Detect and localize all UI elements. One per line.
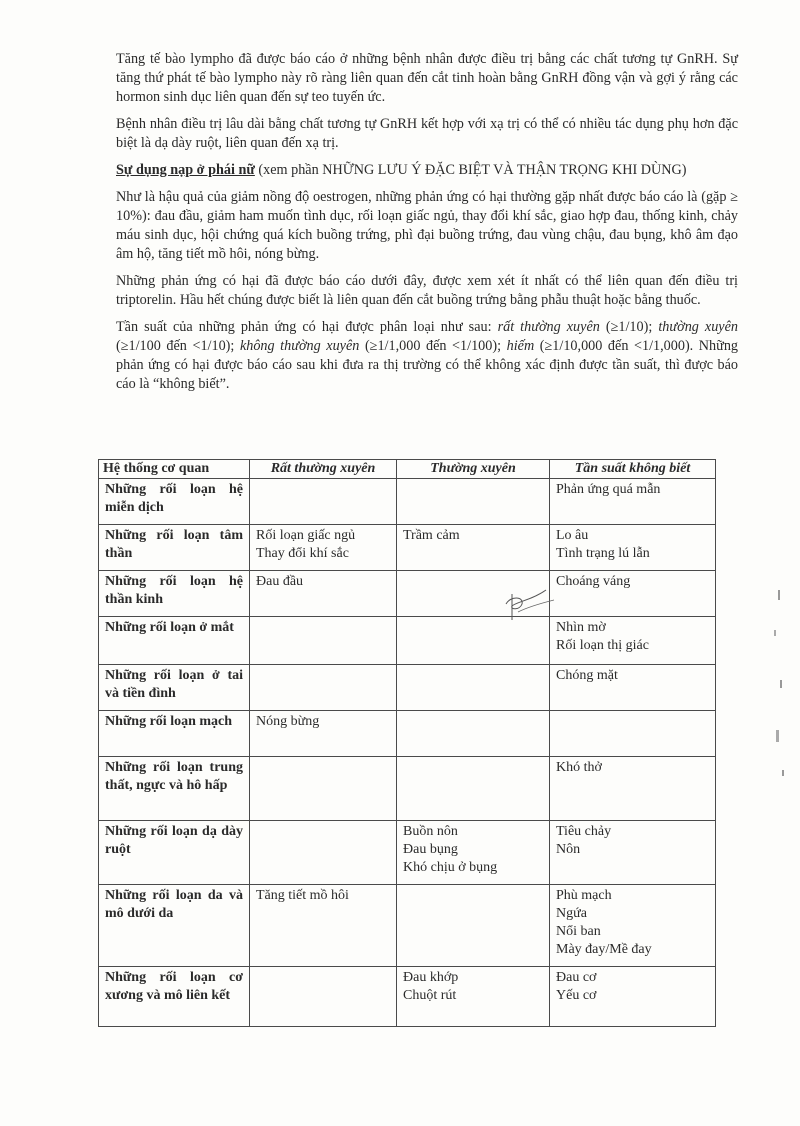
cell-entry: Đau bụng	[403, 842, 458, 857]
freq-term: không thường xuyên	[239, 338, 360, 354]
cell-unknown	[550, 967, 716, 1027]
cell-system: Những rối loạn ở mắt	[99, 617, 250, 665]
freq-term: rất thường xuyên	[497, 319, 600, 335]
table-row	[99, 711, 716, 757]
paragraph-lymphocytosis: Tăng tế bào lympho đã được báo cáo ở những bệnh nhân được điều trị bằng các chất tương tự GnRH. Sự tăng thứ phát tế bào lympho này rõ ràng liên quan đến cắt tinh hoàn bằng GnRH đồng vận và gợi ý rằng các hormon sinh dục liên quan đến sự teo tuyến ức.	[116, 51, 738, 105]
table-row	[99, 525, 716, 571]
cell-system: Những rối loạn da và mô dưới da	[99, 885, 250, 967]
cell-entry: Khó thở	[556, 760, 602, 775]
cell-entry: Tiêu chảy	[556, 824, 612, 839]
header-common: Thường xuyên	[397, 460, 550, 479]
cell-very-common	[250, 711, 397, 757]
initials-mark-icon	[502, 584, 562, 624]
table-header-row	[99, 460, 716, 479]
cell-system: Những rối loạn mạch	[99, 711, 250, 757]
cell-entry: Rối loạn giấc ngủ	[256, 528, 356, 543]
cell-common	[397, 885, 550, 967]
header-unknown: Tần suất không biết	[550, 460, 716, 479]
cell-entry: Nổi ban	[556, 924, 601, 939]
paragraph-common-reactions: Như là hậu quả của giảm nồng độ oestrogen, những phản ứng có hại thường gặp nhất được báo cáo là (gặp ≥ 10%): đau đầu, giảm ham muốn tình dục, rối loạn giấc ngủ, thay đổi khí sắc, giao hợp đau, thống kinh, chảy máu sinh dục, hội chứng quá kích buồng trứng, phì đại buồng trứng, đau vùng chậu, đau bụng, khô âm đạo âm hộ, tăng tiết mồ hôi, nóng bừng.	[116, 189, 738, 262]
cell-unknown	[550, 821, 716, 885]
cell-entry: Tình trạng lú lẫn	[556, 546, 650, 561]
cell-system: Những rối loạn dạ dày ruột	[99, 821, 250, 885]
cell-unknown	[550, 479, 716, 525]
table-row	[99, 617, 716, 665]
cell-common	[397, 821, 550, 885]
cell-entry: Chuột rút	[403, 988, 457, 1003]
cell-entry: Ngứa	[556, 906, 587, 921]
cell-entry: Chóng mặt	[556, 668, 618, 683]
cell-system: Những rối loạn hệ miễn dịch	[99, 479, 250, 525]
cell-very-common	[250, 525, 397, 571]
freq-text: (≥1/10);	[599, 319, 659, 335]
cell-system: Những rối loạn hệ thần kinh	[99, 571, 250, 617]
header-very-common: Rất thường xuyên	[250, 460, 397, 479]
cell-very-common	[250, 571, 397, 617]
table-row	[99, 757, 716, 821]
cell-very-common	[250, 757, 397, 821]
cell-entry: Choáng váng	[556, 574, 631, 589]
cell-entry: Đau đầu	[256, 574, 304, 589]
cell-entry: Lo âu	[556, 528, 589, 543]
cell-entry: Phản ứng quá mẫn	[556, 482, 661, 497]
cell-common	[397, 757, 550, 821]
cell-unknown	[550, 665, 716, 711]
cell-very-common	[250, 821, 397, 885]
table-row	[99, 885, 716, 967]
cell-entry: Đau khớp	[403, 970, 459, 985]
freq-term: hiếm	[506, 338, 535, 354]
cell-entry: Nôn	[556, 842, 581, 857]
cell-common	[397, 711, 550, 757]
cell-very-common	[250, 665, 397, 711]
cell-entry: Rối loạn thị giác	[556, 638, 649, 653]
table-row	[99, 479, 716, 525]
paragraph-radiotherapy: Bệnh nhân điều trị lâu dài bằng chất tương tự GnRH kết hợp với xạ trị có thể có nhiều tác dụng phụ hơn đặc biệt là dạ dày ruột, liên quan đến xạ trị.	[116, 116, 738, 151]
cell-entry: Nhìn mờ	[556, 620, 606, 635]
cell-system: Những rối loạn tâm thần	[99, 525, 250, 571]
table-row	[99, 665, 716, 711]
cell-unknown	[550, 525, 716, 571]
section-heading-note: (xem phần NHỮNG LƯU Ý ĐẶC BIỆT VÀ THẬN TRỌNG KHI DÙNG)	[254, 162, 687, 178]
freq-text: (≥1/1,000 đến <1/100);	[359, 338, 507, 354]
cell-common	[397, 479, 550, 525]
cell-common	[397, 967, 550, 1027]
cell-system: Những rối loạn ở tai và tiền đình	[99, 665, 250, 711]
cell-entry: Buồn nôn	[403, 824, 458, 839]
cell-common	[397, 525, 550, 571]
cell-system: Những rối loạn cơ xương và mô liên kết	[99, 967, 250, 1027]
cell-very-common	[250, 967, 397, 1027]
adverse-reactions-table	[98, 459, 716, 1027]
body-text	[116, 50, 738, 402]
freq-text: Tần suất của những phản ứng có hại được phân loại như sau:	[116, 319, 498, 335]
table-row	[99, 821, 716, 885]
scan-edge-marks	[770, 590, 790, 790]
cell-entry: Mày đay/Mề đay	[556, 942, 652, 957]
header-system: Hệ thống cơ quan	[99, 460, 250, 479]
freq-term: thường xuyên	[658, 319, 738, 335]
cell-unknown	[550, 617, 716, 665]
table-row	[99, 571, 716, 617]
cell-unknown	[550, 711, 716, 757]
freq-text: (≥1/100 đến <1/10);	[116, 338, 240, 354]
cell-common	[397, 665, 550, 711]
cell-unknown	[550, 885, 716, 967]
cell-unknown	[550, 757, 716, 821]
table-body	[99, 479, 716, 1027]
cell-entry: Thay đổi khí sắc	[256, 546, 349, 561]
cell-entry: Nóng bừng	[256, 714, 320, 729]
cell-entry: Khó chịu ở bụng	[403, 860, 498, 875]
cell-system: Những rối loạn trung thất, ngực và hô hấp	[99, 757, 250, 821]
cell-very-common	[250, 617, 397, 665]
cell-entry: Yếu cơ	[556, 988, 597, 1003]
cell-entry: Phù mạch	[556, 888, 612, 903]
freq-text: (≥1/10,000 đến <1/1,000). Những phản ứng có hại được báo cáo sau khi đưa ra thị trường có thể không xác định được tần suất, thì được báo cáo là “không biết”.	[116, 338, 739, 392]
paragraph-triptorelin: Những phản ứng có hại đã được báo cáo dưới đây, được xem xét ít nhất có thể liên quan đến điều trị triptorelin. Hầu hết chúng được biết là liên quan đến cắt buồng trứng bằng phẫu thuật hoặc bằng thuốc.	[116, 273, 738, 308]
cell-entry: Tăng tiết mồ hôi	[256, 888, 349, 903]
paragraph-frequency	[116, 318, 738, 394]
cell-unknown	[550, 571, 716, 617]
cell-very-common	[250, 479, 397, 525]
table-row	[99, 967, 716, 1027]
paragraph-female-use	[116, 161, 738, 180]
cell-entry: Đau cơ	[556, 970, 597, 985]
cell-very-common	[250, 885, 397, 967]
cell-entry: Trầm cảm	[403, 528, 460, 543]
section-heading-female: Sự dụng nạp ở phái nữ	[116, 162, 255, 178]
